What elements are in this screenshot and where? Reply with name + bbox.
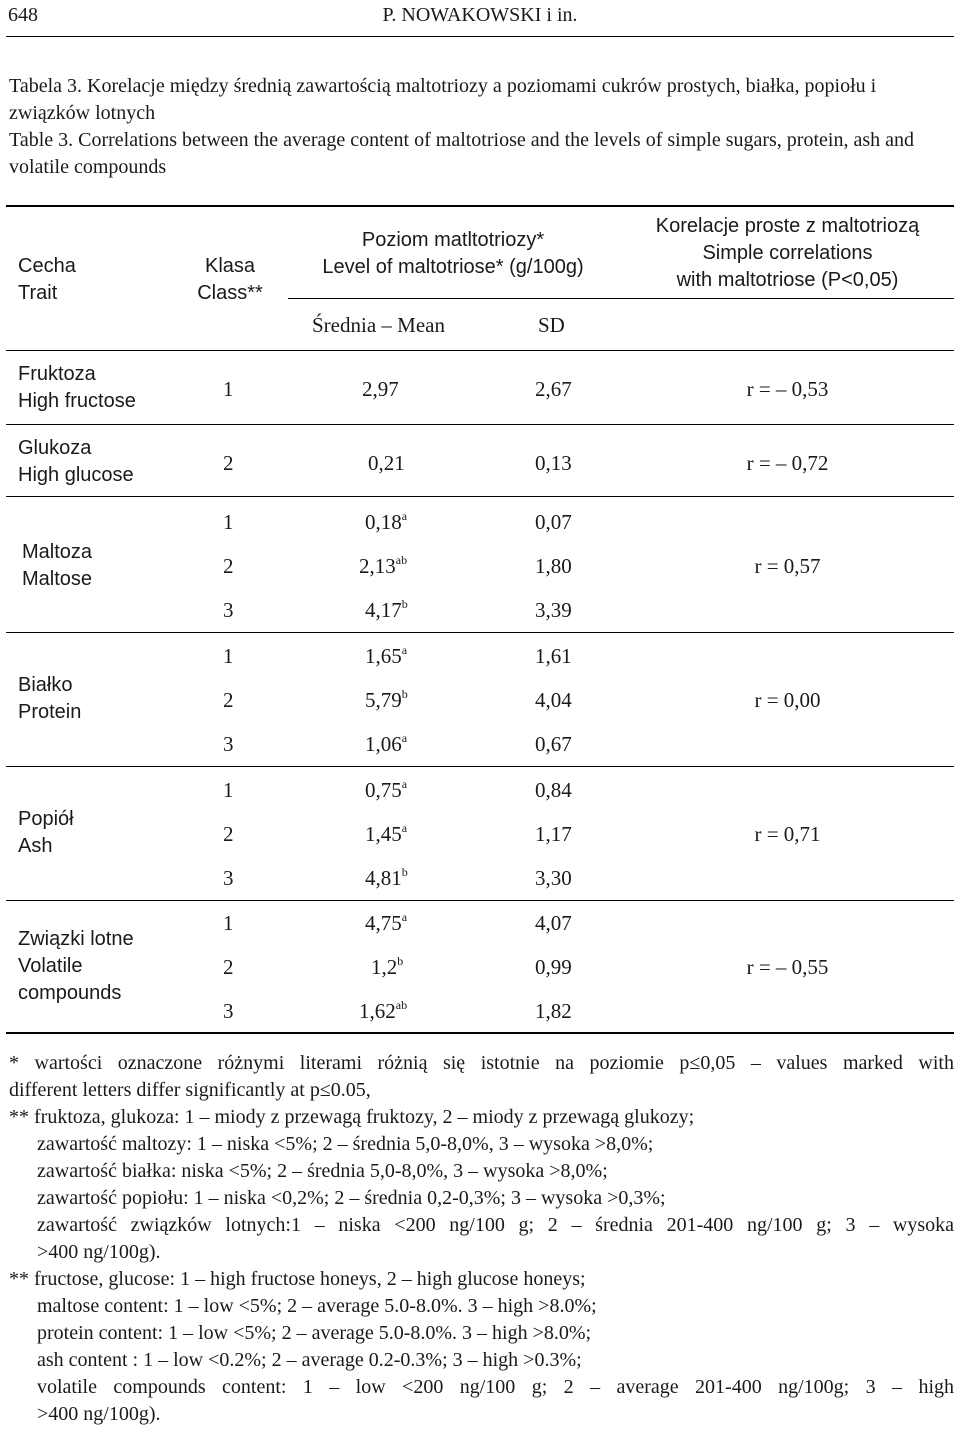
class-cell: 3 [223, 598, 234, 622]
class-cell: 1 [223, 911, 234, 935]
class-cell: 2 [223, 688, 234, 712]
mean-cell: 1,62$^{ab}$ [359, 998, 408, 1023]
correlation-cell: r = – 0,55 [746, 955, 829, 979]
trait-label: Maltose [22, 568, 93, 590]
trait-label: Protein [18, 701, 82, 723]
class-cell: 1 [223, 377, 234, 401]
header-corr-en: Simple correlations [702, 242, 873, 264]
sd-cell: 0,67 [535, 732, 572, 756]
sd-cell: 0,07 [535, 510, 572, 534]
trait-label: High fructose [18, 390, 136, 412]
page-number: 648 [8, 4, 38, 26]
table-top-rule [6, 205, 954, 207]
row-rule [6, 766, 954, 767]
sd-cell: 3,39 [535, 598, 572, 622]
footnote-line: volatile compounds content: 1 – low <200 ng/100 g; 2 – average 201-400 ng/100g; 3 – high [37, 1376, 954, 1398]
footnote-line: zawartość białka: niska <5%; 2 – średnia 5,0-8,0%, 3 – wysoka >8,0%; [37, 1160, 608, 1182]
class-cell: 2 [223, 822, 234, 846]
significance-letter: a [401, 509, 408, 523]
footnote-classes-pl: ** fruktoza, glukoza: 1 – miody z przewagą fruktozy, 2 – miody z przewagą glukozy; [9, 1106, 695, 1128]
footnote-line: zawartość popiołu: 1 – niska <0,2%; 2 – średnia 0,2-0,3%; 3 – wysoka >0,3%; [37, 1187, 666, 1209]
mean-cell: 2,97 [362, 377, 399, 401]
class-cell: 1 [223, 778, 234, 802]
sd-cell: 3,30 [535, 866, 572, 890]
header-sd: SD [538, 313, 565, 337]
footnote-line: zawartość maltozy: 1 – niska <5%; 2 – średnia 5,0-8,0%, 3 – wysoka >8,0%; [37, 1133, 654, 1155]
mean-cell: 4,75$^a$ [365, 910, 408, 935]
sd-cell: 2,67 [535, 377, 572, 401]
mean-cell: 5,79$^b$ [365, 687, 408, 712]
running-title: P. NOWAKOWSKI i in. [382, 4, 578, 26]
significance-letter: ab [395, 998, 408, 1012]
trait-label: Ash [18, 835, 53, 857]
significance-letter: a [401, 910, 408, 924]
mean-cell: 2,13$^{ab}$ [359, 553, 408, 578]
sd-cell: 0,99 [535, 955, 572, 979]
sd-cell: 1,80 [535, 554, 572, 578]
sd-cell: 1,82 [535, 999, 572, 1023]
header-sub-rule [288, 298, 954, 299]
sd-cell: 1,61 [535, 644, 572, 668]
trait-label: Związki lotne [18, 928, 134, 950]
class-cell: 1 [223, 644, 234, 668]
class-cell: 3 [223, 866, 234, 890]
footnote-line: >400 ng/100g). [37, 1403, 161, 1425]
mean-cell: 1,06$^a$ [365, 731, 408, 756]
class-cell: 2 [223, 554, 234, 578]
header-level-pl: Poziom matltotriozy* [361, 229, 545, 251]
row-rule [6, 900, 954, 901]
correlation-cell: r = 0,71 [754, 822, 821, 846]
caption-en: Table 3. Correlations between the average content of maltotriose and the levels of simple sugars, protein, ash and volatile compounds [9, 129, 914, 178]
footnote-classes-en: ** fructose, glucose: 1 – high fructose honeys, 2 – high glucose honeys; [9, 1268, 586, 1290]
class-cell: 2 [223, 451, 234, 475]
class-cell: 3 [223, 732, 234, 756]
significance-letter: b [401, 597, 408, 611]
header-corr-p: with maltotriose (P<0,05) [676, 269, 899, 291]
header-mean: Średnia – Mean [312, 313, 445, 337]
row-rule [6, 632, 954, 633]
significance-letter: a [401, 643, 408, 657]
mean-cell: 1,45$^a$ [365, 821, 408, 846]
footnote-significance-cont: different letters differ significantly at p≤0.05, [9, 1079, 371, 1101]
header-trait-pl: Cecha [18, 255, 76, 277]
significance-letter: b [401, 687, 408, 701]
mean-cell: 1,65$^a$ [365, 643, 408, 668]
mean-cell: 0,18$^a$ [365, 509, 408, 534]
caption-pl: Tabela 3. Korelacje między średnią zawartością maltotriozy a poziomami cukrów prostych, białka, popiołu i związków lotnych [9, 75, 877, 124]
class-cell: 2 [223, 955, 234, 979]
sd-cell: 1,17 [535, 822, 572, 846]
class-cell: 1 [223, 510, 234, 534]
header-class-en: Class** [197, 282, 263, 304]
correlation-cell: r = – 0,53 [746, 377, 829, 401]
header-level-en: Level of maltotriose* (g/100g) [322, 256, 584, 278]
sd-cell: 0,84 [535, 778, 572, 802]
header-corr-pl: Korelacje proste z maltotriozą [655, 215, 920, 237]
correlation-cell: r = – 0,72 [746, 451, 829, 475]
table-bottom-rule [6, 1032, 954, 1034]
trait-label: Glukoza [18, 437, 92, 459]
trait-label: Białko [18, 674, 73, 696]
header-class-pl: Klasa [204, 255, 256, 277]
mean-cell: 1,2$^b$ [371, 954, 404, 979]
trait-label: Maltoza [22, 541, 93, 563]
footnote-line: protein content: 1 – low <5%; 2 – average 5.0-8.0%. 3 – high >8.0%; [37, 1322, 592, 1344]
header-trait-en: Trait [18, 282, 58, 304]
trait-label: compounds [18, 982, 122, 1004]
mean-cell: 4,81$^b$ [365, 865, 408, 890]
footnote-significance: * wartości oznaczone różnymi literami różnią się istotnie na poziomie p≤0,05 – values marked with [9, 1052, 954, 1074]
mean-cell: 4,17$^b$ [365, 597, 408, 622]
footnote-line: maltose content: 1 – low <5%; 2 – average 5.0-8.0%. 3 – high >8.0%; [37, 1295, 597, 1317]
trait-label: Popiół [18, 808, 74, 830]
correlation-cell: r = 0,00 [754, 688, 821, 712]
header-rule [6, 36, 954, 37]
footnote-line: ash content : 1 – low <0.2%; 2 – average 0.2-0.3%; 3 – high >0.3%; [37, 1349, 582, 1371]
table-footnotes [9, 1050, 954, 1428]
trait-label: High glucose [18, 464, 134, 486]
row-rule [6, 424, 954, 425]
mean-cell: 0,21 [368, 451, 405, 475]
mean-cell: 0,75$^a$ [365, 777, 408, 802]
significance-letter: a [401, 821, 408, 835]
significance-letter: b [401, 865, 408, 879]
significance-letter: a [401, 731, 408, 745]
trait-label: Volatile [18, 955, 83, 977]
footnote-line: zawartość związków lotnych:1 – niska <200 ng/100 g; 2 – średnia 201-400 ng/100 g; 3 – wysoka [37, 1214, 954, 1236]
significance-letter: ab [395, 553, 408, 567]
row-rule [6, 496, 954, 497]
significance-letter: a [401, 777, 408, 791]
header-bottom-rule [6, 350, 954, 351]
sd-cell: 0,13 [535, 451, 572, 475]
trait-label: Fruktoza [18, 363, 96, 385]
class-cell: 3 [223, 999, 234, 1023]
sd-cell: 4,04 [535, 688, 572, 712]
sd-cell: 4,07 [535, 911, 572, 935]
significance-letter: b [397, 954, 404, 968]
footnote-line: >400 ng/100g). [37, 1241, 161, 1263]
correlation-cell: r = 0,57 [754, 554, 821, 578]
